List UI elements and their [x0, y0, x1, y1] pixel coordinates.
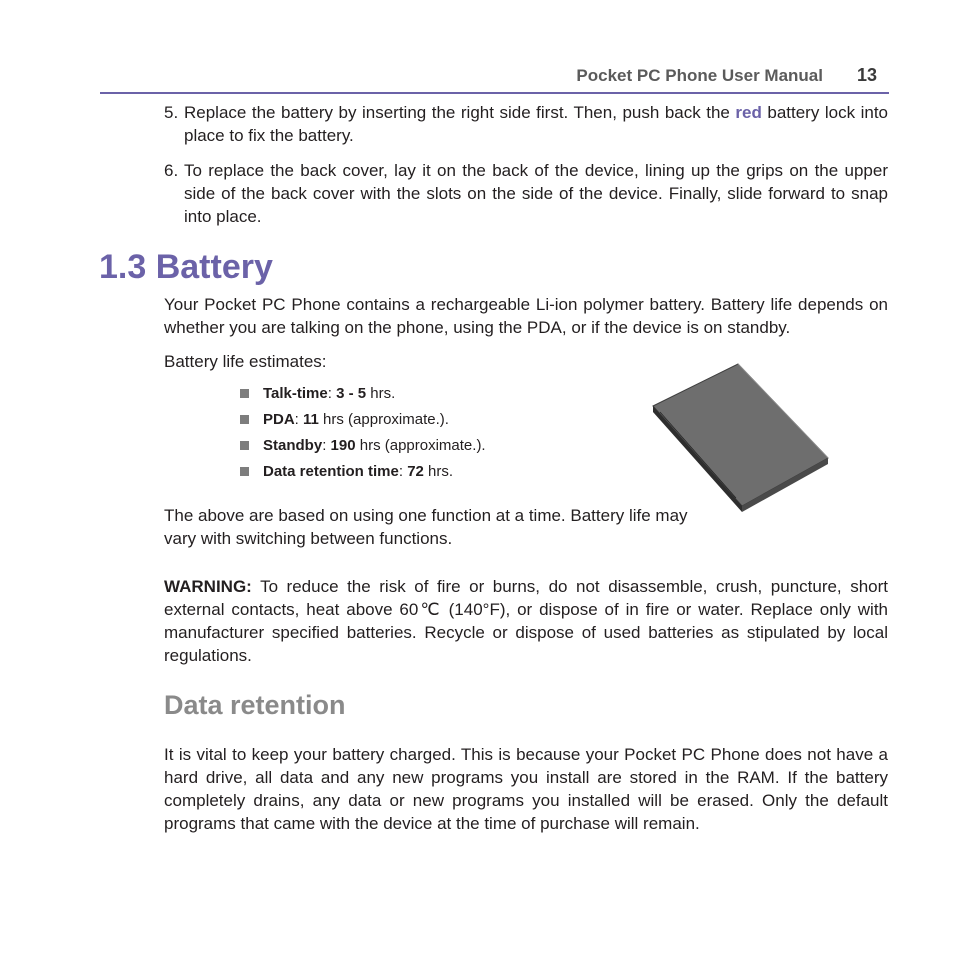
warning-text: To reduce the risk of fire or burns, do not disassemble, crush, puncture, short external contacts, heat above 60℃ (140°F), or dispose of in fire or water. Replace only with manufacturer specified batteries. Recycle or dispose of used batteries as stipulated by local regulations.	[164, 577, 888, 665]
item-value: 3 - 5	[336, 385, 367, 402]
list-item	[240, 462, 486, 488]
item-label: Data retention time	[263, 463, 399, 480]
item-label: Talk-time	[263, 385, 328, 402]
battery-image	[648, 360, 834, 516]
warning-label: WARNING:	[164, 577, 252, 596]
square-bullet-icon	[240, 441, 249, 450]
item-separator: :	[294, 411, 304, 428]
page-header	[100, 64, 889, 94]
item-suffix: hrs.	[423, 463, 454, 480]
item-suffix: hrs (approximate.).	[355, 437, 486, 454]
step-5	[164, 101, 888, 147]
list-item	[240, 384, 486, 410]
battery-estimates-list	[240, 384, 486, 488]
item-value: 190	[330, 437, 356, 454]
item-suffix: hrs (approximate.).	[318, 411, 449, 428]
step-text	[184, 101, 888, 147]
item-separator: :	[322, 437, 331, 454]
battery-intro: Your Pocket PC Phone contains a rechargeable Li-ion polymer battery. Battery life depends on whether you are talking on the phone, using the PDA, or if the device is on standby.	[164, 295, 888, 337]
square-bullet-icon	[240, 467, 249, 476]
item-separator: :	[398, 463, 408, 480]
page-number: 13	[856, 65, 877, 85]
function-note: The above are based on using one function at a time. Battery life may vary with switching between functions.	[164, 506, 688, 548]
list-item	[240, 410, 486, 436]
step-6	[164, 159, 888, 228]
step-number: 5.	[164, 103, 179, 122]
item-label: Standby	[263, 437, 323, 454]
header-title: Pocket PC Phone User Manual	[576, 66, 823, 85]
list-item	[240, 436, 486, 462]
step-text-part: battery lock into place to fix the battery.	[184, 103, 889, 145]
warning-paragraph	[164, 575, 888, 667]
item-value: 72	[407, 463, 424, 480]
square-bullet-icon	[240, 415, 249, 424]
item-value: 11	[303, 411, 319, 428]
section-title: 1.3 Battery	[99, 248, 273, 286]
item-suffix: hrs.	[366, 385, 396, 402]
data-retention-heading: Data retention	[164, 690, 346, 720]
step-text-part: Replace the battery by inserting the right side first. Then, push back the	[184, 103, 736, 122]
step-text: To replace the back cover, lay it on the back of the device, lining up the grips on the upper side of the back cover with the slots on the side of the device. Finally, slide forward to snap into place.	[184, 161, 888, 226]
item-label: PDA	[263, 411, 295, 428]
item-separator: :	[327, 385, 337, 402]
data-retention-text: It is vital to keep your battery charged. This is because your Pocket PC Phone does not have a hard drive, all data and any new programs you install are stored in the RAM. If the battery completely drains, any data or new programs you installed will be erased. Only the default programs that came with the device at the time of purchase will remain.	[164, 745, 888, 833]
step-number: 6.	[164, 161, 179, 180]
square-bullet-icon	[240, 389, 249, 398]
estimates-label: Battery life estimates:	[164, 352, 327, 371]
red-emphasis: red	[735, 103, 762, 122]
